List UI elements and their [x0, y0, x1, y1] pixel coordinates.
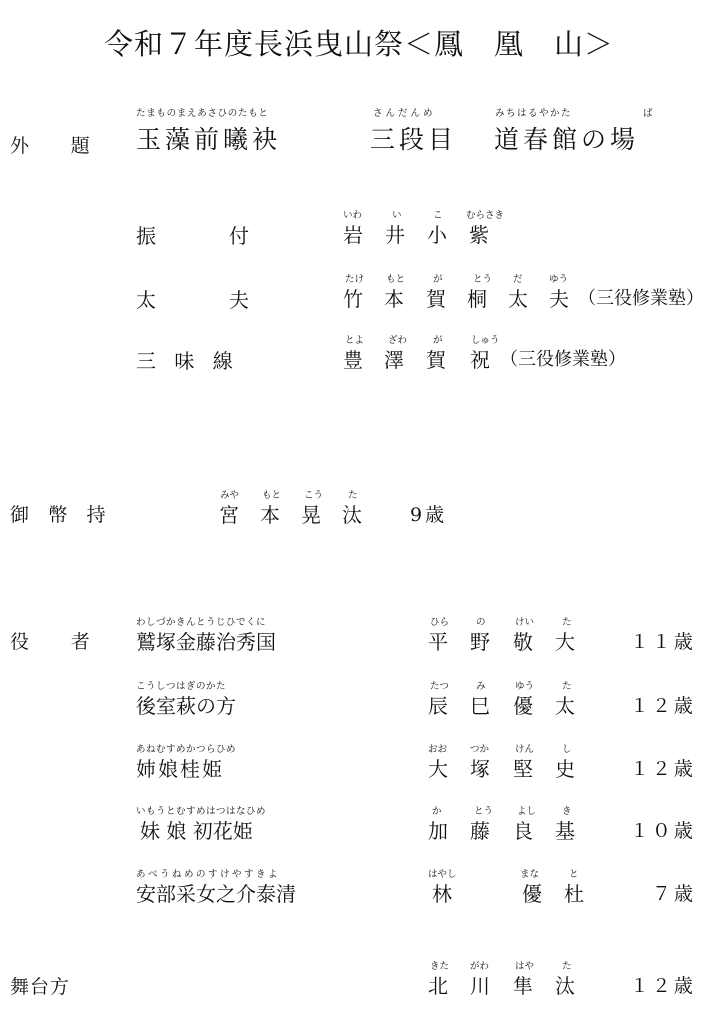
actor-name-char: 優 — [522, 882, 542, 906]
role-ruby: わしづかきんとうじひでくに — [136, 617, 267, 628]
staff-name-char: 桐 — [467, 287, 487, 311]
staff-ruby: ゆう — [549, 274, 569, 285]
staff-ruby: い — [392, 210, 402, 221]
staff-ruby: ざわ — [388, 335, 408, 346]
actor-name-char: 塚 — [470, 757, 490, 781]
actor-name-char: 平 — [428, 630, 448, 654]
role-ruby: こうしつはぎのかた — [136, 681, 227, 692]
actor-ruby: つか — [470, 744, 490, 755]
staff-ruby: しゅう — [471, 335, 500, 346]
actor-name-char: 大 — [428, 757, 448, 781]
actor-ruby: き — [562, 806, 572, 817]
gohei-ruby: みや — [220, 490, 240, 501]
actor-name-char: 大 — [555, 630, 575, 654]
gohei-name-char: 宮 — [219, 503, 239, 527]
staff-name-char: 紫 — [469, 223, 489, 247]
staff-ruby: むらさき — [466, 210, 505, 221]
actor-ruby: まな — [520, 869, 540, 880]
actor-ruby: し — [562, 744, 572, 755]
actor-name-char: 辰 — [428, 694, 448, 718]
actor-name-char: 野 — [470, 630, 490, 654]
butaikata-label: 舞台方 — [10, 976, 70, 998]
actor-ruby: み — [476, 681, 486, 692]
staff-name-char: 竹 — [343, 287, 363, 311]
actor-name-char: 林 — [432, 882, 452, 906]
butaikata-name-char: 隼 — [513, 974, 533, 998]
staff-note: （三役修業塾） — [500, 349, 626, 370]
page-title: 令和７年度長浜曳山祭＜鳳 凰 山＞ — [103, 27, 614, 61]
gedai-ruby-4: ば — [643, 108, 654, 119]
actor-ruby: ゆう — [515, 681, 535, 692]
gedai-title-2: 三段目 — [370, 125, 458, 154]
staff-role-furitsuke: 振 付 — [136, 224, 260, 248]
staff-name-char: 澤 — [384, 348, 404, 372]
gohei-name-char: 本 — [260, 503, 280, 527]
staff-name-char: 岩 — [343, 223, 363, 247]
gohei-ruby: もと — [262, 490, 282, 501]
actor-ruby: よし — [517, 806, 537, 817]
actor-ruby: けい — [515, 617, 535, 628]
butaikata-ruby: がわ — [470, 961, 490, 972]
gedai-ruby-2: さんだんめ — [373, 108, 436, 119]
actor-ruby: た — [562, 681, 572, 692]
staff-name-char: 太 — [508, 287, 528, 311]
gedai-title-1: 玉藻前曦袂 — [136, 125, 282, 154]
staff-ruby: が — [433, 274, 443, 285]
actor-name-char: 藤 — [470, 819, 490, 843]
actor-name-char: 史 — [555, 757, 575, 781]
actor-ruby: けん — [515, 744, 535, 755]
gedai-title-3: 道春館の場 — [494, 125, 640, 154]
staff-ruby: とう — [473, 274, 493, 285]
gohei-label: 御 幣 持 — [10, 504, 113, 526]
staff-name-char: 豊 — [343, 348, 363, 372]
actor-name-char: 敬 — [513, 630, 533, 654]
role-ruby: あべうねめのすけやすきよ — [136, 869, 281, 880]
actor-name-char: 堅 — [513, 757, 533, 781]
actor-ruby: か — [432, 806, 442, 817]
actor-age: １２歳 — [630, 758, 696, 780]
butaikata-name-char: 川 — [470, 974, 490, 998]
staff-role-tayu: 太 夫 — [136, 288, 260, 312]
role-name: 鷲塚金藤治秀国 — [136, 630, 276, 654]
butaikata-name-char: 北 — [428, 974, 448, 998]
staff-ruby: が — [433, 335, 443, 346]
gedai-label: 外 題 — [10, 135, 102, 157]
actor-name-char: 良 — [513, 819, 533, 843]
actor-age: １０歳 — [630, 820, 696, 842]
staff-name-char: 祝 — [470, 348, 490, 372]
staff-ruby: だ — [513, 274, 523, 285]
butaikata-ruby: はや — [515, 961, 535, 972]
role-name: 妹 娘 初花姫 — [140, 819, 253, 843]
staff-name-char: 賀 — [426, 348, 446, 372]
gohei-ruby: た — [348, 490, 358, 501]
gohei-age: 9歳 — [410, 504, 447, 526]
actor-name-char: 基 — [555, 819, 575, 843]
role-ruby: いもうとむすめはつはなひめ — [136, 806, 267, 817]
staff-ruby: こ — [433, 210, 443, 221]
actor-name-char: 加 — [428, 819, 448, 843]
butaikata-age: １２歳 — [630, 975, 696, 997]
actor-ruby: の — [476, 617, 486, 628]
actor-ruby: はやし — [428, 869, 457, 880]
actor-ruby: おお — [428, 744, 448, 755]
staff-name-char: 賀 — [426, 287, 446, 311]
role-ruby: あねむすめかつらひめ — [136, 744, 237, 755]
staff-ruby: いわ — [343, 210, 363, 221]
role-name: 後室萩の方 — [136, 694, 236, 718]
staff-role-shamisen: 三 味 線 — [136, 349, 239, 373]
gedai-ruby-3: みちはるやかた — [495, 108, 573, 119]
gohei-name-char: 晃 — [301, 503, 321, 527]
staff-name-char: 本 — [384, 287, 404, 311]
butaikata-ruby: た — [562, 961, 572, 972]
actor-ruby: た — [562, 617, 572, 628]
actor-name-char: 太 — [555, 694, 575, 718]
actor-age: １２歳 — [630, 695, 696, 717]
staff-name-char: 井 — [385, 223, 405, 247]
gohei-name-char: 汰 — [342, 503, 362, 527]
role-name: 姉娘桂姫 — [136, 757, 224, 781]
gohei-ruby: こう — [304, 490, 324, 501]
actor-age: ７歳 — [652, 883, 696, 905]
gedai-ruby-1: たまものまえあさひのたもと — [136, 108, 269, 119]
staff-name-char: 夫 — [549, 287, 569, 311]
staff-ruby: たけ — [345, 274, 365, 285]
actor-ruby: ひら — [430, 617, 450, 628]
actor-name-char: 巳 — [470, 694, 490, 718]
butaikata-ruby: きた — [430, 961, 450, 972]
yakusha-label: 役 者 — [10, 631, 102, 653]
actor-ruby: たつ — [430, 681, 450, 692]
staff-ruby: とよ — [345, 335, 365, 346]
staff-note: （三役修業塾） — [578, 288, 704, 309]
role-name: 安部采女之介泰清 — [136, 882, 296, 906]
actor-name-char: 杜 — [564, 882, 584, 906]
actor-ruby: とう — [474, 806, 494, 817]
staff-name-char: 小 — [427, 223, 447, 247]
butaikata-name-char: 汰 — [555, 974, 575, 998]
actor-age: １１歳 — [630, 631, 696, 653]
actor-name-char: 優 — [513, 694, 533, 718]
actor-ruby: と — [569, 869, 579, 880]
staff-ruby: もと — [386, 274, 406, 285]
